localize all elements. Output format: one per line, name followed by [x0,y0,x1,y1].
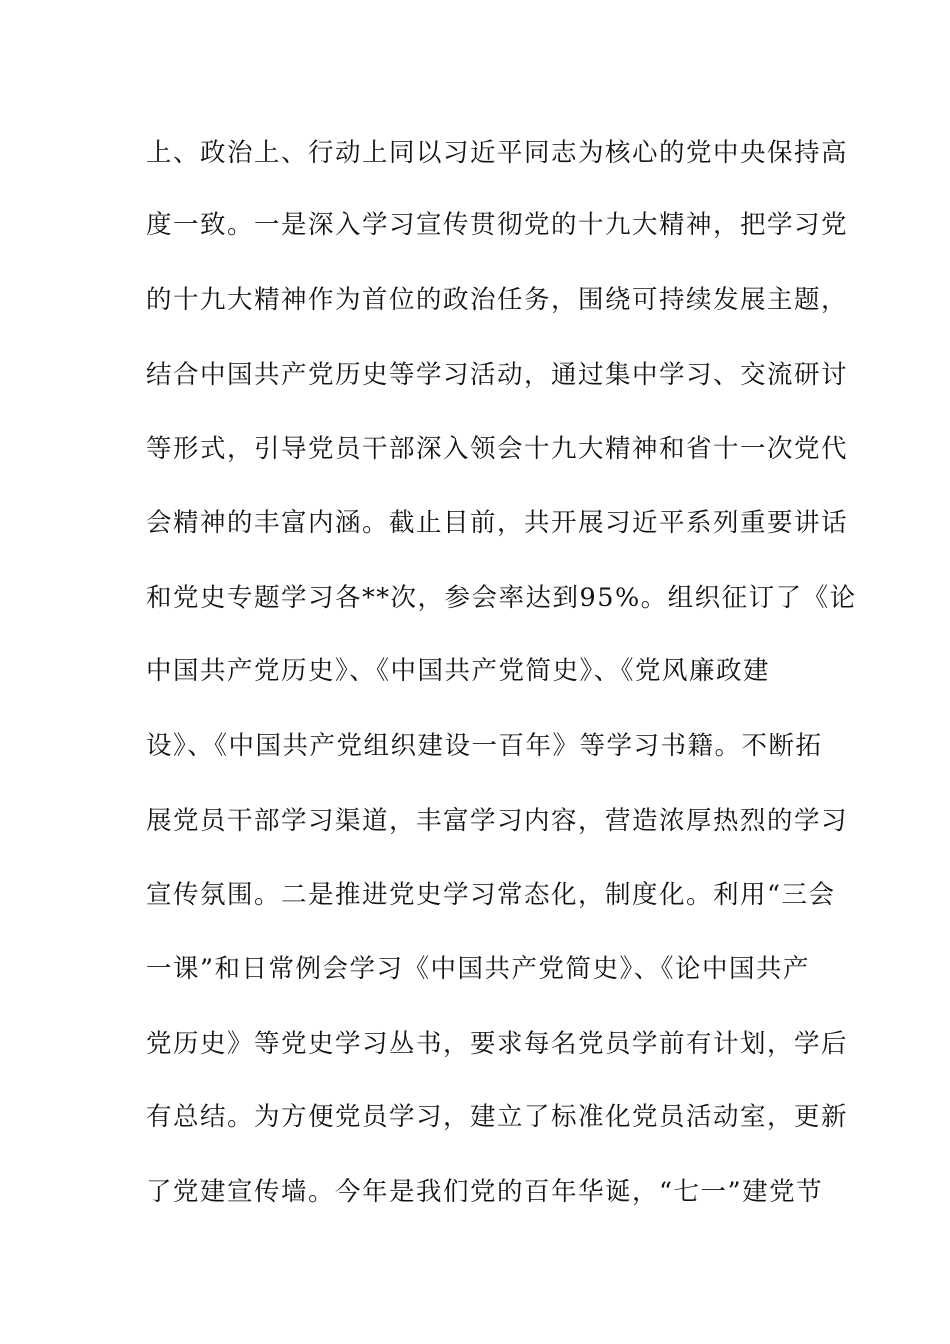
text-line-4: 结合中国共产党历史等学习活动，通过集中学习、交流研讨 [146,360,849,390]
text-line-12: 一课”和日常例会学习《中国共产党简史》、《论中国共产 [146,954,811,984]
text-line-2: 度一致。一是深入学习宣传贯彻党的十九大精神，把学习党 [146,210,849,240]
text-line-14: 有总结。为方便党员学习，建立了标准化党员活动室，更新 [146,1102,849,1132]
text-line-6: 会精神的丰富内涵。截止目前，共开展习近平系列重要讲话 [146,508,849,538]
text-line-8: 中国共产党历史》、《中国共产党简史》、《党风廉政建 [146,656,771,686]
text-line-9: 设》、《中国共产党组织建设一百年》等学习书籍。不断拓 [146,731,823,761]
text-line-7: 和党史专题学习各**次，参会率达到95%。组织征订了《论 [146,583,857,613]
text-line-11: 宣传氛围。二是推进党史学习常态化，制度化。利用“三会 [146,880,836,910]
text-line-13: 党历史》等党史学习丛书，要求每名党员学前有计划，学后 [146,1029,849,1059]
text-line-1: 上、政治上、行动上同以习近平同志为核心的党中央保持高 [146,138,849,168]
text-line-3: 的十九大精神作为首位的政治任务，围绕可持续发展主题， [146,285,849,315]
text-line-10: 展党员干部学习渠道，丰富学习内容，营造浓厚热烈的学习 [146,806,849,836]
text-line-15: 了党建宣传墙。今年是我们党的百年华诞，“七一”建党节 [146,1177,824,1207]
text-line-5: 等形式，引导党员干部深入领会十九大精神和省十一次党代 [146,434,849,464]
